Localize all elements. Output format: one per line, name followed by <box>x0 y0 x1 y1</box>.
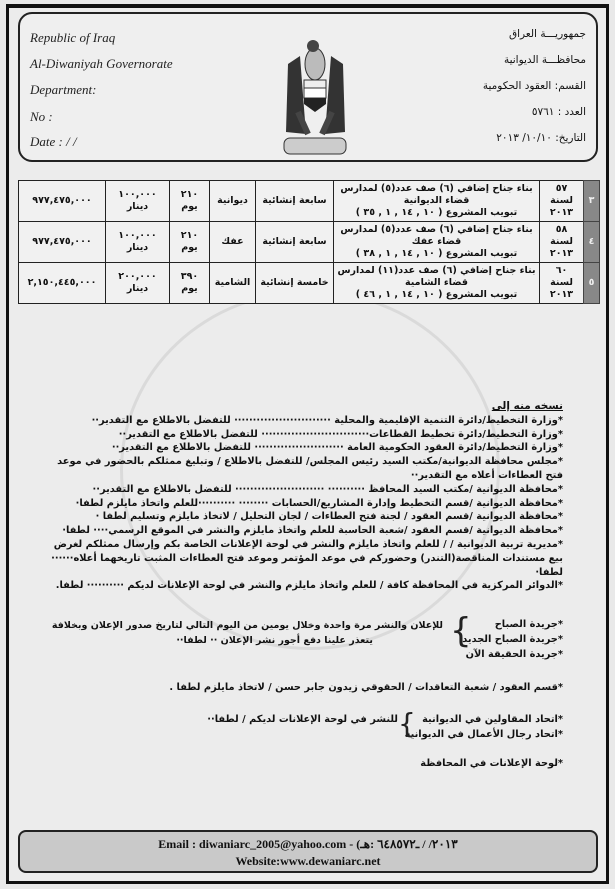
cell-text: ٢١٠ <box>180 230 199 241</box>
tender-document-price <box>106 263 170 304</box>
cell-text: دينار <box>126 201 149 212</box>
en-department: Department: <box>30 82 97 97</box>
location <box>210 263 256 304</box>
project-description <box>334 222 540 263</box>
cell-text: بناء جناح إضافي (٦) صف عدد(٥) لمدارس <box>340 183 533 194</box>
tender-number <box>540 263 584 304</box>
newspapers-note <box>52 618 443 648</box>
cell-text: بناء جناح إضافي (٦) صف عدد(٥) لمدارس <box>340 224 533 235</box>
cell-text: يوم <box>181 283 198 294</box>
tender-document-price <box>106 181 170 222</box>
union-item: *اتحاد رجال الأعمال في الديوانية <box>404 729 563 740</box>
duration <box>170 222 210 263</box>
cell-text: قضاء عفك <box>411 236 462 247</box>
union-item: *اتحاد المقاولين في الديوانية <box>422 714 563 725</box>
tender-number <box>540 222 584 263</box>
location <box>210 181 256 222</box>
cell-text: دينار <box>126 283 149 294</box>
newspaper-item: *جريدة الصباح <box>494 619 563 630</box>
ar-country: جمهوريـــة العراق <box>508 28 586 40</box>
copy-recipient-line: *محافظة الديوانية /قسم العقود / لجنة فتح العطاءات / لجان التحليل / لاتخاذ مايلزم وتسليم لطفا · <box>95 511 563 523</box>
estimated-cost <box>19 263 106 304</box>
cell-text: ٩٧٧,٤٧٥,٠٠٠ <box>32 236 92 247</box>
brace-icon: { <box>398 707 416 740</box>
note-line: يتعذر علينا دفع أجور نشر الإعلان ·· لطفا·· <box>176 635 373 646</box>
en-number: No : <box>30 109 53 124</box>
cell-text: يوم <box>181 242 198 253</box>
note-line: للإعلان والنشر مرة واحدة وخلال يومين من اليوم التالي لتاريخ صدور الإعلان وبخلافة <box>51 620 443 631</box>
estimated-cost <box>19 181 106 222</box>
contracts-line: *قسم العقود / شعبة التعاقدات / الحقوقي زيدون جابر حسن / لاتخاذ مايلزم لطفا . <box>169 682 563 693</box>
cell-text: عفك <box>221 236 244 247</box>
board-line: *لوحة الإعلانات في المحافظة <box>420 758 563 769</box>
copy-recipient-line: *مديرية تربية الديوانية / / للعلم واتخاذ مايلزم والنشر في لوحة الإعلانات الخاصة بكم وإرسال ممثلكم لغرض بيع مستندات المناقصة(التندر) وحضوركم في موعد المؤتمر وموعد فتح العطاءات المثبت تاريخهما أعلاه······ لطفا· <box>51 538 563 578</box>
iraq-eagle-emblem-icon <box>268 34 363 159</box>
newspaper-item: *جريدة الحقيقة الآن <box>465 649 563 660</box>
copy-recipient-line: *الدوائر المركزية في المحافظة كافة / للعلم واتخاذ مايلزم والنشر في لوحة الإعلانات لديكم ·········· لطفا. <box>55 580 563 592</box>
tenders-table <box>18 180 600 304</box>
letterhead <box>18 12 598 162</box>
cell-text: ٥٧ لسنة ٢٠١٣ <box>549 183 574 218</box>
contractor-grade <box>256 181 334 222</box>
copy-recipient-line: *وزارة التخطيط/دائرة تخطيط القطاعات····························· للتفضل بالاطلاع مع التقدير·· <box>118 428 563 440</box>
unions-note: للنشر في لوحة الإعلانات لديكم / لطفا·· <box>207 714 398 725</box>
footer-contact <box>18 830 598 873</box>
copy-recipient-line: *محافظة الديوانية /مكتب السيد المحافظ ·········· ························ للتفضل بالاطلاع مع التقدير·· <box>92 483 563 495</box>
footer-email: Email : diwaniarc_2005@yahoo.com - (٢٠١٣/ / ـ٦٤٨٥٧٢ :هـ <box>158 837 458 851</box>
cell-text: ٥ <box>588 277 595 288</box>
newspaper-item: *جريدة الصباح الجديد <box>462 634 563 645</box>
ar-department: القسم: العقود الحكومية <box>482 80 586 92</box>
contractor-grade <box>256 222 334 263</box>
unions-list <box>405 712 563 742</box>
cell-text: بناء جناح إضافي (٦) صف عدد(١١) لمدارس <box>337 265 536 276</box>
en-country: Republic of Iraq <box>30 30 116 45</box>
cell-text: ٢٠٠,٠٠٠ <box>118 271 157 282</box>
cell-text: تبويب المشروع ( ١٠ , ١٤ , ١ , ٤٦ ) <box>355 289 518 300</box>
cell-text: ٦٠ لسنة ٢٠١٣ <box>549 265 574 300</box>
table-row <box>19 181 600 222</box>
contractor-grade <box>256 263 334 304</box>
copies-section <box>43 400 563 593</box>
ar-date: التاريخ: ١٠/١٠/ ٢٠١٣ <box>496 132 586 144</box>
cell-text: قضاء الديوانية <box>403 195 470 206</box>
en-governorate: Al-Diwaniyah Governorate <box>30 56 173 71</box>
cell-text: ٣ <box>588 195 595 206</box>
cell-text: دينار <box>126 242 149 253</box>
estimated-cost <box>19 222 106 263</box>
cell-text: ٩٧٧,٤٧٥,٠٠٠ <box>32 195 92 206</box>
cell-text: خامسة إنشائية <box>260 277 329 288</box>
tender-document-price <box>106 222 170 263</box>
duration <box>170 181 210 222</box>
cell-text: ٢,١٥٠,٤٤٥,٠٠٠ <box>27 277 97 288</box>
tender-number <box>540 181 584 222</box>
cell-text: يوم <box>181 201 198 212</box>
duration <box>170 263 210 304</box>
cell-text: سابعة إنشائية <box>262 195 327 206</box>
cell-text: ١٠٠,٠٠٠ <box>118 189 157 200</box>
project-description <box>334 181 540 222</box>
cell-text: ٤ <box>588 236 595 247</box>
copy-recipient-line: *مجلس محافظة الديوانية/مكتب السيد رئيس المجلس/ للتفضل بالاطلاع / وتبليغ ممثلكم بالحضور في موعد فتح العطاءات أعلاه مع التقدير·· <box>57 456 563 481</box>
cell-text: الشامية <box>214 277 251 288</box>
project-description <box>334 263 540 304</box>
brace-icon: { <box>450 611 472 651</box>
copy-recipient-line: *محافظة الديوانية /قسم التخطيط وإدارة المشاريع/الحسابات ········ ··········للعلم واتخاذ مايلزم لطفا· <box>75 497 563 509</box>
table-row <box>19 222 600 263</box>
cell-text: تبويب المشروع ( ١٠ , ١٤ , ١ , ٣٨ ) <box>355 248 518 259</box>
ar-governorate: محافظـــة الديوانية <box>503 54 586 66</box>
copy-recipient-line: *وزارة التخطيط/دائرة العقود الحكومية العامة ························ للتفضل بالاطلاع مع التقدير·· <box>111 442 563 454</box>
copies-title: نسخه منه إلى <box>491 400 563 412</box>
copy-recipient-line: *وزارة التخطيط/دائرة التنمية الإقليمية والمحلية ·························· للتفضل بالاطلاع مع التقدير·· <box>91 414 563 426</box>
footer-website: Website:www.dewaniarc.net <box>235 854 381 868</box>
cell-text: ٥٨ لسنة ٢٠١٣ <box>549 224 574 259</box>
table-row <box>19 263 600 304</box>
cell-text: ٢١٠ <box>180 189 199 200</box>
newspapers-list <box>462 617 563 662</box>
row-index <box>584 181 600 222</box>
cell-text: ٣٩٠ <box>180 271 199 282</box>
ar-number: العدد : ٥٧٦١ <box>531 106 586 118</box>
cell-text: ١٠٠,٠٠٠ <box>118 230 157 241</box>
cell-text: ديوانية <box>217 195 248 206</box>
cell-text: سابعة إنشائية <box>262 236 327 247</box>
row-index <box>584 263 600 304</box>
row-index <box>584 222 600 263</box>
copy-recipient-line: *محافظة الديوانية /قسم العقود /شعبة الحاسبة للعلم واتخاذ مايلزم والنشر في الموقع الرسمي···· لطفا· <box>62 525 563 537</box>
en-date: Date : / / <box>30 134 77 149</box>
cell-text: قضاء الشامية <box>405 277 468 288</box>
location <box>210 222 256 263</box>
cell-text: تبويب المشروع ( ١٠ , ١٤ , ١ , ٣٥ ) <box>355 207 518 218</box>
